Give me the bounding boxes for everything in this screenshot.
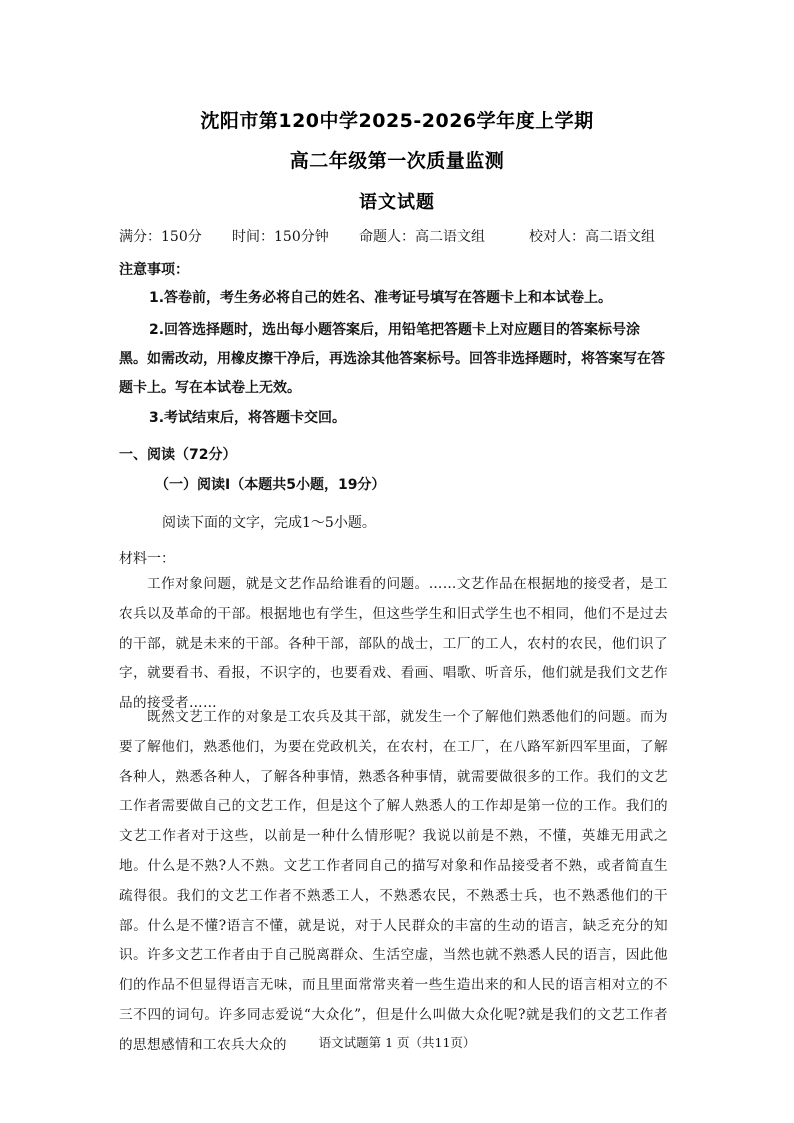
passage-paragraph-2: 既然文艺工作的对象是工农兵及其干部，就发生一个了解他们熟悉他们的问题。而为要了解他们，熟悉他们，为要在党政机关，在农村，在工厂，在八路军新四军里面，了解各种人，熟悉各种人，了解各种事情，熟悉各种事情，就需要做很多的工作。我们的文艺工作者需要做自己的文艺工作，但是这个了解人熟悉人的工作却是第一位的工作。我们的文艺工作者对于这些，以前是一种什么情形呢？我说以前是不熟，不懂，英雄无用武之地。什么是不熟?人不熟。文艺工作者同自己的描写对象和作品接受者不熟，或者简直生疏得很。我们的文艺工作者不熟悉工人，不熟悉农民，不熟悉士兵，也不熟悉他们的干部。什么是不懂?语言不懂，就是说，对于人民群众的丰富的生动的语言，缺乏充分的知识。许多文艺工作者由于自己脱离群众、生活空虚，当然也就不熟悉人民的语言，因此他们的作品不但显得语言无味，而且里面常常夹着一些生造出来的和人民的语言相对立的不三不四的词句。许多同志爱说“大众化”，但是什么叫做大众化呢?就是我们的文艺工作者的思想感情和工农兵大众的 [119, 709, 668, 1053]
page-footer: 语文试题第 1 页（共11页） [318, 1035, 476, 1050]
notice-heading: 注意事项： [119, 262, 189, 278]
notice-item-3: 3.考试结束后，将答题卡交回。 [149, 410, 347, 426]
school-title: 沈阳市第120中学2025-2026学年度上学期 [200, 110, 594, 132]
setter: 命题人：高二语文组 [359, 229, 485, 245]
checker: 校对人：高二语文组 [529, 229, 655, 245]
reading-instruction: 阅读下面的文字，完成1～5小题。 [162, 515, 376, 531]
notice-item-1: 1.答卷前，考生务必将自己的姓名、准考证号填写在答题卡上和本试卷上。 [149, 290, 613, 306]
part-title: 一、阅读（72分） [119, 447, 237, 463]
passage-paragraph-1: 工作对象问题，就是文艺作品给谁看的问题。……文艺作品在根据地的接受者，是工农兵以及革命的干部。根据地也有学生，但这些学生和旧式学生也不相同，他们不是过去的干部，就是未来的干部。各种干部，部队的战士，工厂的工人，农村的农民，他们识了字，就要看书、看报，不识字的，也要看戏、看画、唱歌、听音乐，他们就是我们文艺作品的接受者…… [119, 576, 668, 712]
full-score: 满分：150分 [119, 229, 202, 245]
sub-section-title: （一）阅读Ⅰ（本题共5小题，19分） [155, 477, 386, 493]
exam-title: 高二年级第一次质量监测 [289, 150, 505, 172]
notice-item-2: 2.回答选择题时，选出每小题答案后，用铅笔把答题卡上对应题目的答案标号涂黑。如需改动，用橡皮擦干净后，再选涂其他答案标号。回答非选择题时，将答案写在答题卡上。写在本试卷上无效。 [119, 322, 665, 396]
exam-time: 时间：150分钟 [232, 229, 329, 245]
subject-title: 语文试题 [359, 192, 435, 213]
material-label: 材料一： [119, 551, 175, 567]
